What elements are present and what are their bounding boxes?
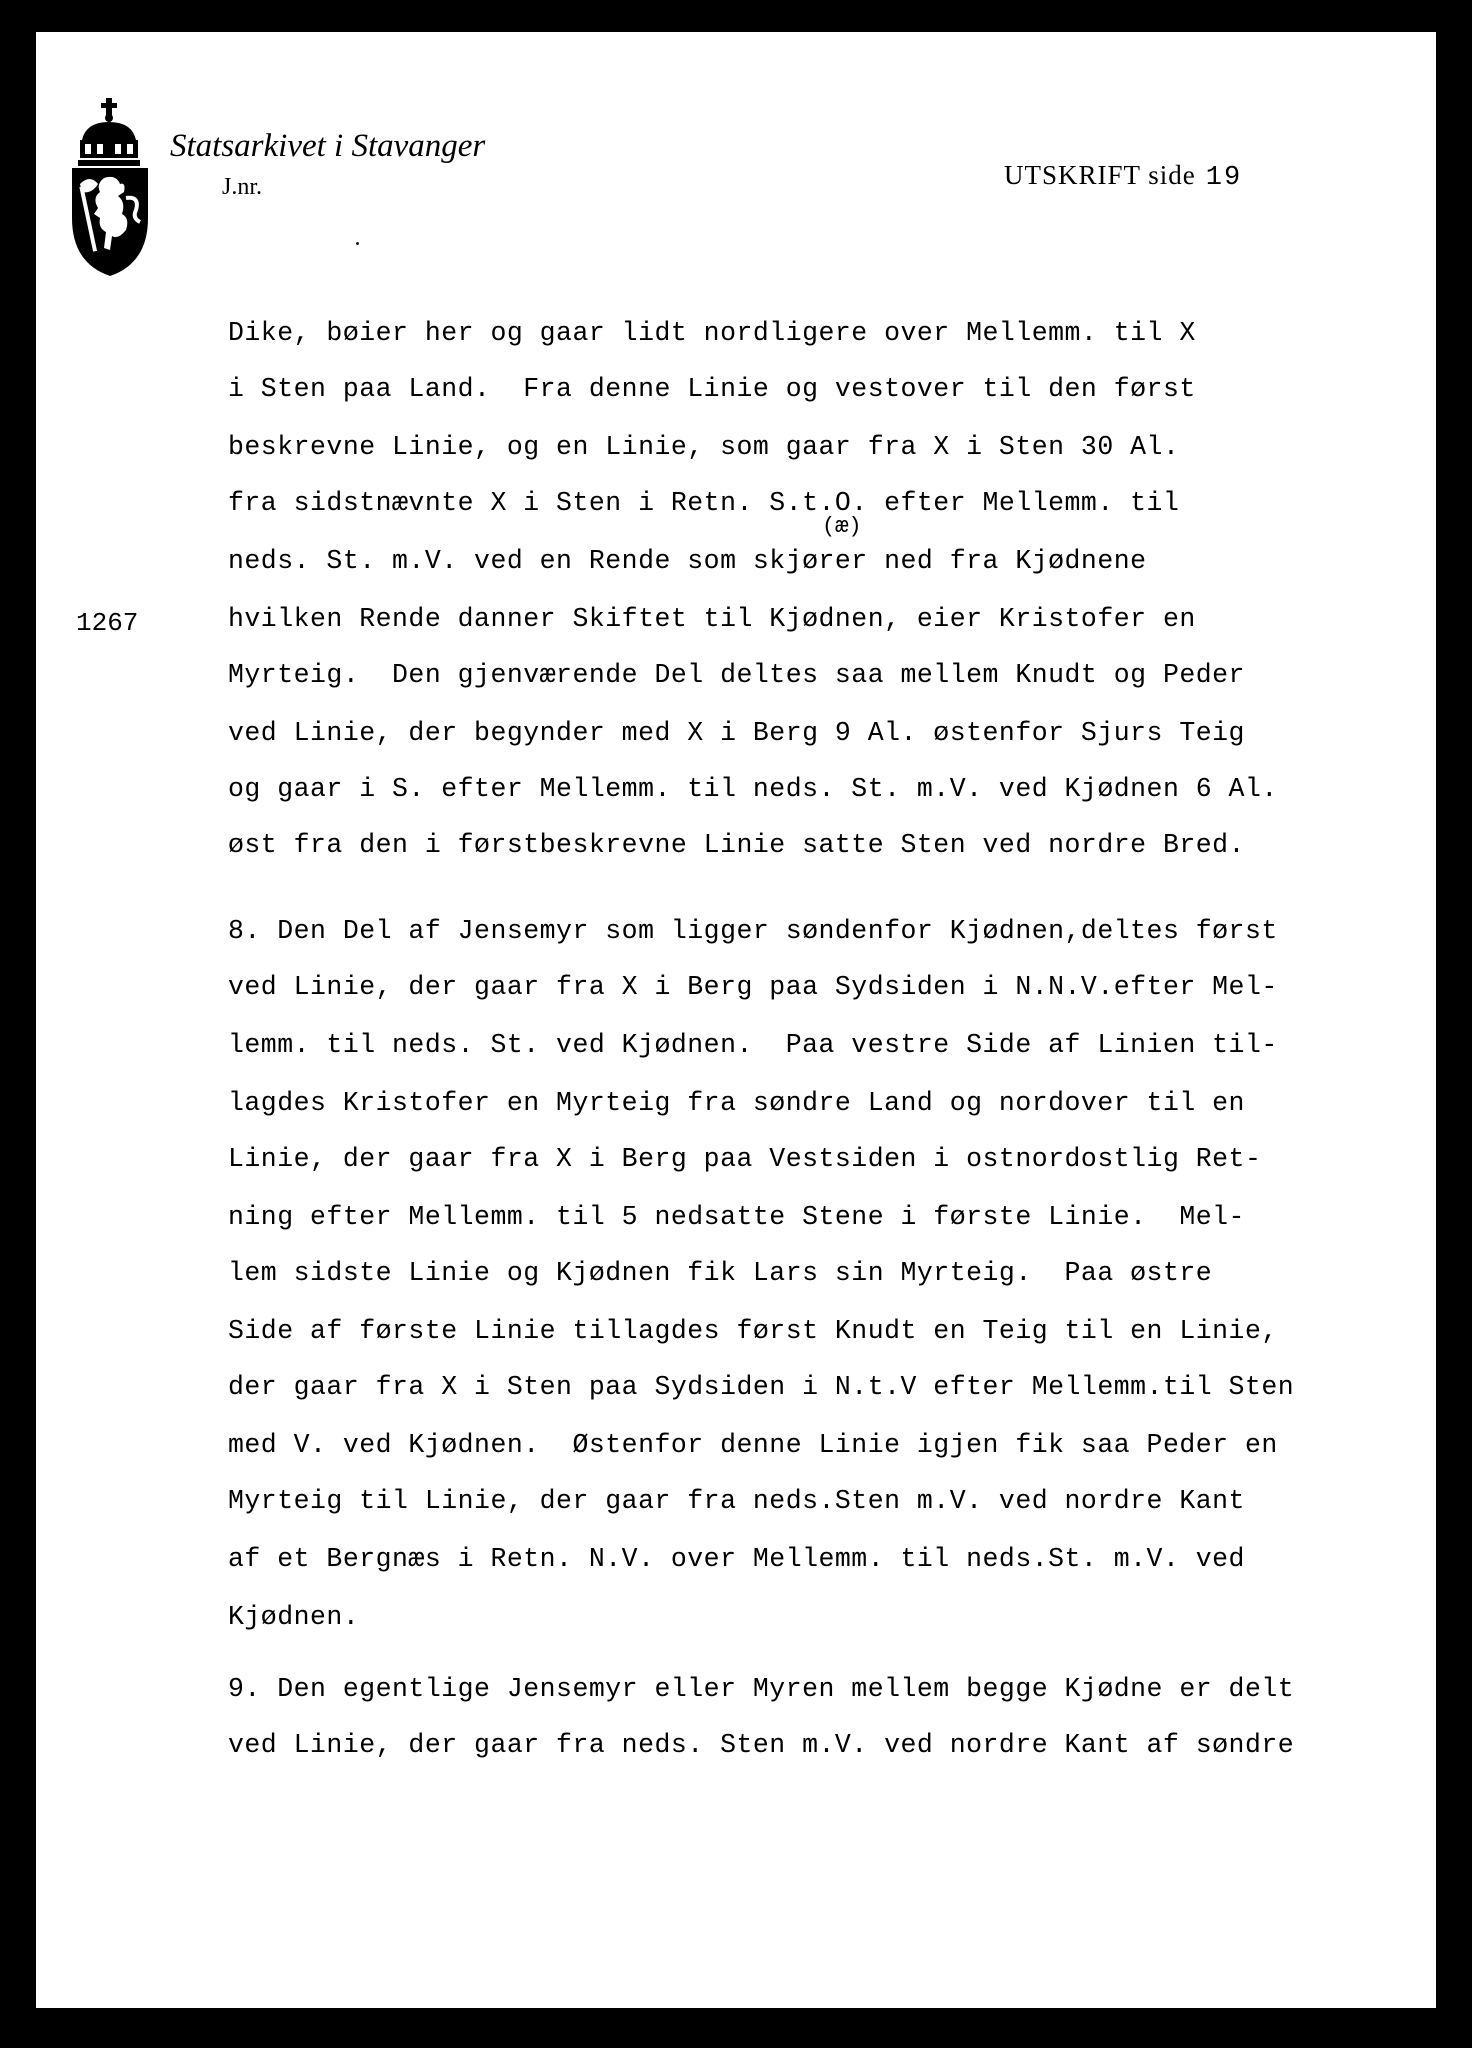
archive-name: Statsarkivet i Stavanger [170,128,486,164]
journal-number-label: J.nr. [222,174,263,200]
text-line: og gaar i S. efter Mellemm. til neds. St. m.V. ved Kjødnen 6 Al. [228,774,1278,804]
text-line: lem sidste Linie og Kjødnen fik Lars sin Myrteig. Paa østre [228,1258,1213,1288]
text-line: ved Linie, der begynder med X i Berg 9 Al. østenfor Sjurs Teig [228,718,1245,748]
insertion-mark: (æ) [822,514,862,539]
text-line: der gaar fra X i Sten paa Sydsiden i N.t.V efter Mellemm.til Sten [228,1372,1295,1402]
text-line: af et Bergnæs i Retn. N.V. over Mellemm. til neds.St. m.V. ved [228,1544,1245,1574]
page-header-right [1004,160,1242,193]
page-number: 19 [1205,163,1243,193]
text-line: neds. St. m.V. ved en Rende som skjører ned fra Kjødnene [228,546,1147,576]
text-line: Kjødnen. [228,1602,360,1632]
text-line: i Sten paa Land. Fra denne Linie og vestover til den først [228,374,1196,404]
utskrift-label: UTSKRIFT side [1004,160,1196,190]
text-line: Myrteig. Den gjenværende Del deltes saa mellem Knudt og Peder [228,660,1245,690]
text-line: ning efter Mellemm. til 5 nedsatte Stene i første Linie. Mel- [228,1202,1245,1232]
text-line: hvilken Rende danner Skiftet til Kjødnen, eier Kristofer en [228,604,1196,634]
text-line: Myrteig til Linie, der gaar fra neds.Sten m.V. ved nordre Kant [228,1486,1245,1516]
text-line: beskrevne Linie, og en Linie, som gaar fra X i Sten 30 Al. [228,432,1180,462]
text-line: med V. ved Kjødnen. Østenfor denne Linie igjen fik saa Peder en [228,1430,1278,1460]
text-line: lagdes Kristofer en Myrteig fra søndre Land og nordover til en [228,1088,1245,1118]
text-line: ved Linie, der gaar fra X i Berg paa Sydsiden i N.N.V.efter Mel- [228,972,1278,1002]
text-line: lemm. til neds. St. ved Kjødnen. Paa vestre Side af Linien til- [228,1030,1278,1060]
paper-fleck [356,242,359,245]
text-line: Side af første Linie tillagdes først Knudt en Teig til en Linie, [228,1316,1278,1346]
text-line: ved Linie, der gaar fra neds. Sten m.V. ved nordre Kant af søndre [228,1730,1295,1760]
text-line: 8. Den Del af Jensemyr som ligger søndenfor Kjødnen,deltes først [228,916,1278,946]
margin-note: 1267 [76,608,139,638]
coat-of-arms-icon [60,68,160,278]
text-line: øst fra den i førstbeskrevne Linie satte Sten ved nordre Bred. [228,830,1245,860]
text-line: Linie, der gaar fra X i Berg paa Vestsiden i ostnordostlig Ret- [228,1144,1262,1174]
text-line: fra sidstnævnte X i Sten i Retn. S.t.O. efter Mellemm. til [228,488,1180,518]
text-line: 9. Den egentlige Jensemyr eller Myren mellem begge Kjødne er delt [228,1674,1295,1704]
text-line: Dike, bøier her og gaar lidt nordligere over Mellemm. til X [228,318,1196,348]
